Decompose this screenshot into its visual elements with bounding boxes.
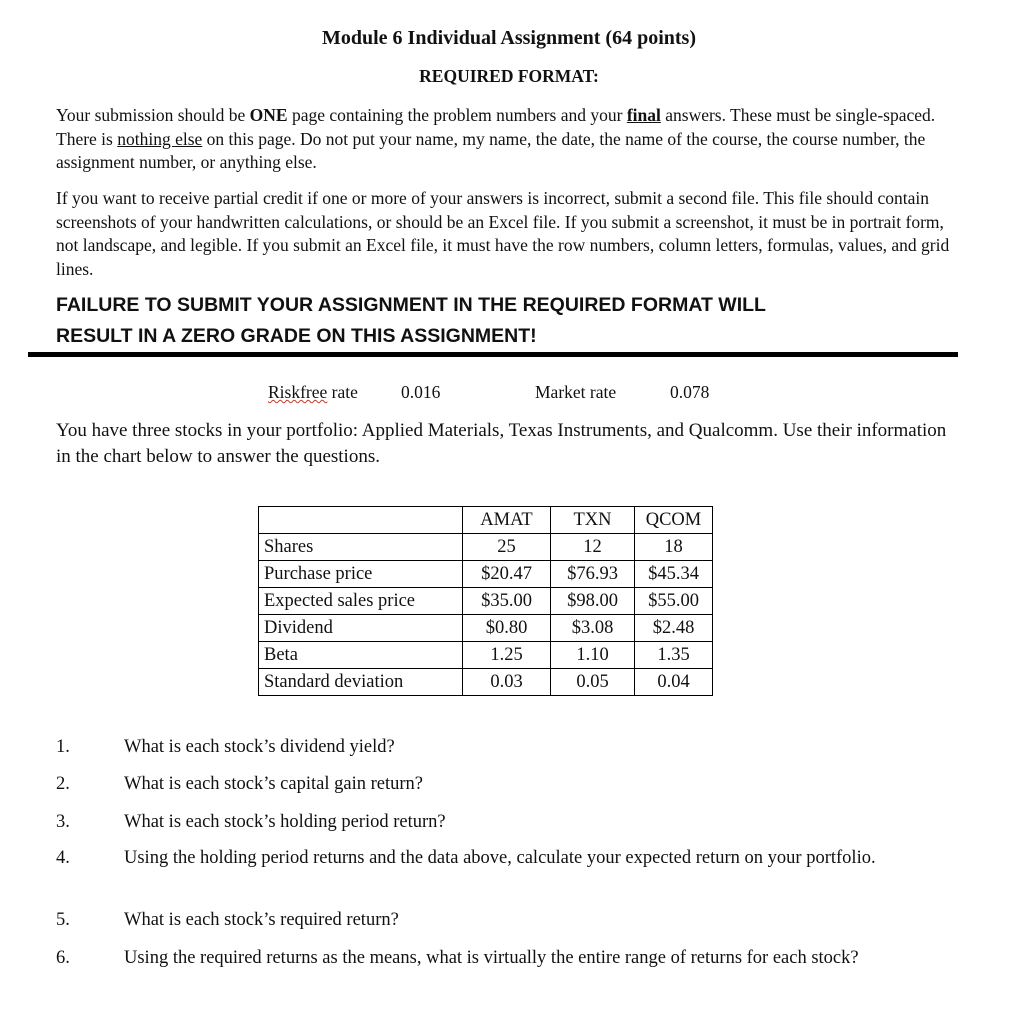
- stock-data-table: [258, 506, 713, 696]
- cell-value: $98.00: [551, 588, 635, 615]
- row-label: Dividend: [259, 615, 463, 642]
- question-number: 1.: [56, 737, 70, 757]
- warning-line-1: FAILURE TO SUBMIT YOUR ASSIGNMENT IN THE REQUIRED FORMAT WILL: [56, 294, 766, 316]
- cell-value: $20.47: [463, 561, 551, 588]
- p1-emphasis-one: ONE: [249, 105, 288, 125]
- question-text: What is each stock’s dividend yield?: [124, 737, 395, 757]
- riskfree-label: [268, 382, 358, 403]
- table-row: [259, 534, 713, 561]
- p1-text-b: page containing the problem numbers and your: [287, 105, 627, 125]
- assignment-title: Module 6 Individual Assignment (64 points): [322, 27, 696, 49]
- cell-value: 0.04: [635, 669, 713, 696]
- column-header-qcom: QCOM: [635, 507, 713, 534]
- question-number: 3.: [56, 812, 70, 832]
- cell-value: 1.25: [463, 642, 551, 669]
- cell-value: $55.00: [635, 588, 713, 615]
- p1-emphasis-final: final: [626, 105, 661, 125]
- table-row: [259, 642, 713, 669]
- table-row: [259, 588, 713, 615]
- cell-value: 18: [635, 534, 713, 561]
- cell-value: 1.35: [635, 642, 713, 669]
- table-row: [259, 561, 713, 588]
- cell-value: $2.48: [635, 615, 713, 642]
- table-row: [259, 669, 713, 696]
- portfolio-intro: You have three stocks in your portfolio: Applied Materials, Texas Instruments, and Qualcomm. Use their information in the chart below to answer the questions.: [56, 420, 947, 467]
- cell-value: $45.34: [635, 561, 713, 588]
- question-text: Using the holding period returns and the data above, calculate your expected return on your portfolio.: [124, 848, 876, 868]
- submission-instructions: [56, 104, 956, 175]
- question-text: What is each stock’s capital gain return?: [124, 774, 423, 794]
- market-rate-value: 0.078: [670, 382, 710, 402]
- warning-line-2: RESULT IN A ZERO GRADE ON THIS ASSIGNMENT!: [56, 325, 537, 347]
- riskfree-word: Riskfree: [268, 382, 328, 402]
- cell-value: 25: [463, 534, 551, 561]
- row-label: Purchase price: [259, 561, 463, 588]
- rates-line: [0, 382, 1018, 406]
- question-number: 2.: [56, 774, 70, 794]
- p1-text-c: answers. These must be single-spaced. There is: [56, 105, 936, 149]
- riskfree-value: 0.016: [401, 382, 441, 402]
- p1-text-a: Your submission should be: [56, 105, 250, 125]
- table-row: [259, 615, 713, 642]
- table-corner-cell: [259, 507, 463, 534]
- p1-text-d: on this page. Do not put your name, my name, the date, the name of the course, the course number, the assignment number, or anything else.: [56, 128, 926, 172]
- p1-emphasis-nothing-else: nothing else: [117, 128, 203, 149]
- section-divider: [28, 352, 958, 357]
- cell-value: $0.80: [463, 615, 551, 642]
- cell-value: 0.05: [551, 669, 635, 696]
- question-text: Using the required returns as the means, what is virtually the entire range of returns for each stock?: [124, 948, 859, 968]
- question-number: 5.: [56, 910, 70, 930]
- cell-value: 12: [551, 534, 635, 561]
- row-label: Shares: [259, 534, 463, 561]
- question-number: 6.: [56, 948, 70, 968]
- partial-credit-instructions: If you want to receive partial credit if one or more of your answers is incorrect, submit a second file. This file should contain screenshots of your handwritten calculations, or should be an Excel file. If you submit a screenshot, it must be in portrait form, not landscape, and legible. If you submit an Excel file, it must have the row numbers, column letters, formulas, values, and grid lines.: [56, 188, 950, 279]
- cell-value: $35.00: [463, 588, 551, 615]
- question-number: 4.: [56, 848, 70, 868]
- required-format-heading: REQUIRED FORMAT:: [419, 66, 599, 86]
- cell-value: 0.03: [463, 669, 551, 696]
- market-rate-label: Market rate: [535, 382, 617, 402]
- cell-value: $3.08: [551, 615, 635, 642]
- question-text: What is each stock’s required return?: [124, 910, 399, 930]
- row-label: Beta: [259, 642, 463, 669]
- riskfree-suffix: rate: [327, 382, 358, 402]
- column-header-amat: AMAT: [463, 507, 551, 534]
- row-label: Standard deviation: [259, 669, 463, 696]
- cell-value: $76.93: [551, 561, 635, 588]
- question-text: What is each stock’s holding period return?: [124, 812, 446, 832]
- table-header-row: [259, 507, 713, 534]
- column-header-txn: TXN: [551, 507, 635, 534]
- failure-warning: [56, 290, 956, 352]
- cell-value: 1.10: [551, 642, 635, 669]
- row-label: Expected sales price: [259, 588, 463, 615]
